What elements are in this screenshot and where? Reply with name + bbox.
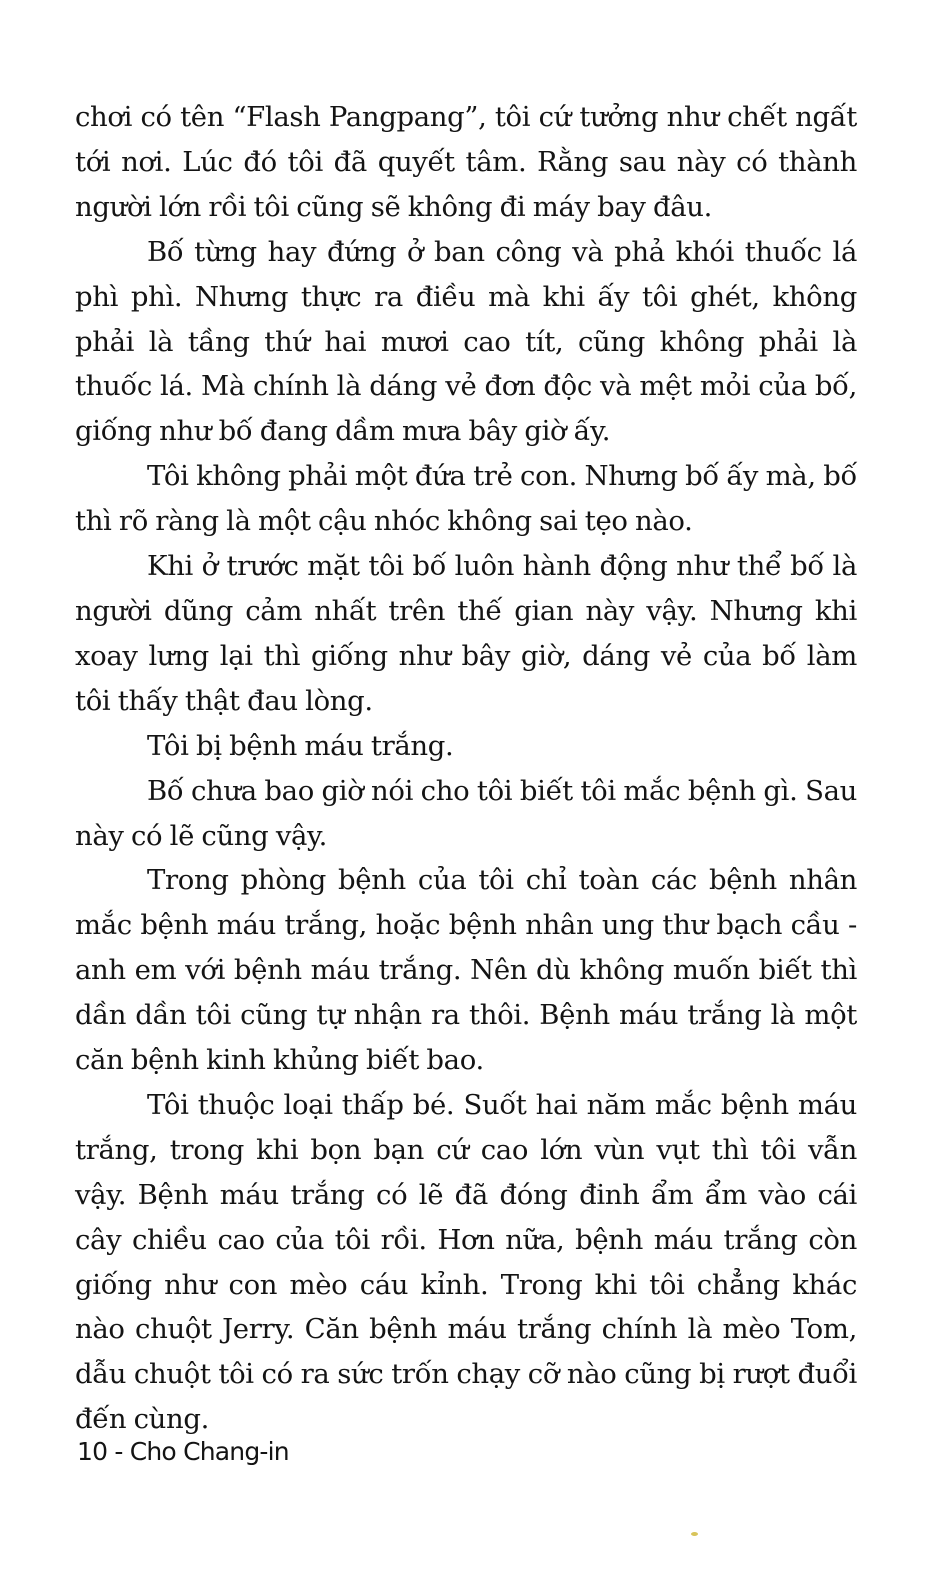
paragraph: Tôi không phải một đứa trẻ con. Nhưng bố ấy mà, bố thì rõ ràng là một cậu nhóc không sai tẹo nào.: [75, 460, 857, 538]
footer-separator: -: [107, 1437, 130, 1466]
paragraph: Tôi thuộc loại thấp bé. Suốt hai năm mắc bệnh máu trắng, trong khi bọn bạn cứ cao lớn vùn vụt thì tôi vẫn vậy. Bệnh máu trắng có lẽ đã đóng đinh ẩm ẩm vào cái cây chiều cao của tôi rồi. Hơn nữa, bệnh máu trắng còn giống như con mèo cáu kỉnh. Trong khi tôi chẳng khác nào chuột Jerry. Căn bệnh máu trắng chính là mèo Tom, dẫu chuột tôi có ra sức trốn chạy cỡ nào cũng bị rượt đuổi đến cùng.: [75, 1088, 857, 1436]
paragraph: Trong phòng bệnh của tôi chỉ toàn các bệnh nhân mắc bệnh máu trắng, hoặc bệnh nhân ung thư bạch cầu - anh em với bệnh máu trắng. Nên dù không muốn biết thì dần dần tôi cũng tự nhận ra thôi. Bệnh máu trắng là một căn bệnh kinh khủng biết bao.: [75, 864, 857, 1077]
page-number: 10: [77, 1437, 108, 1466]
print-speck: [691, 1532, 698, 1536]
paragraph: Bố từng hay đứng ở ban công và phả khói thuốc lá phì phì. Nhưng thực ra điều mà khi ấy tôi ghét, không phải là tầng thứ hai mươi cao tít, cũng không phải là thuốc lá. Mà chính là dáng vẻ đơn độc và mệt mỏi của bố, giống như bố đang dầm mưa bây giờ ấy.: [75, 235, 857, 448]
paragraph: Bố chưa bao giờ nói cho tôi biết tôi mắc bệnh gì. Sau này có lẽ cũng vậy.: [75, 774, 857, 852]
author-name: Cho Chang-in: [129, 1437, 289, 1466]
body-text: [75, 95, 857, 1442]
paragraph-continued: chơi có tên “Flash Pangpang”, tôi cứ tưởng như chết ngất tới nơi. Lúc đó tôi đã quyết tâm. Rằng sau này có thành người lớn rồi tôi cũng sẽ không đi máy bay đâu.: [75, 101, 857, 223]
paragraph: Khi ở trước mặt tôi bố luôn hành động như thể bố là người dũng cảm nhất trên thế gian này vậy. Nhưng khi xoay lưng lại thì giống như bây giờ, dáng vẻ của bố làm tôi thấy thật đau lòng.: [75, 550, 857, 717]
paragraph: Tôi bị bệnh máu trắng.: [147, 729, 454, 762]
page-footer: [77, 1432, 289, 1472]
